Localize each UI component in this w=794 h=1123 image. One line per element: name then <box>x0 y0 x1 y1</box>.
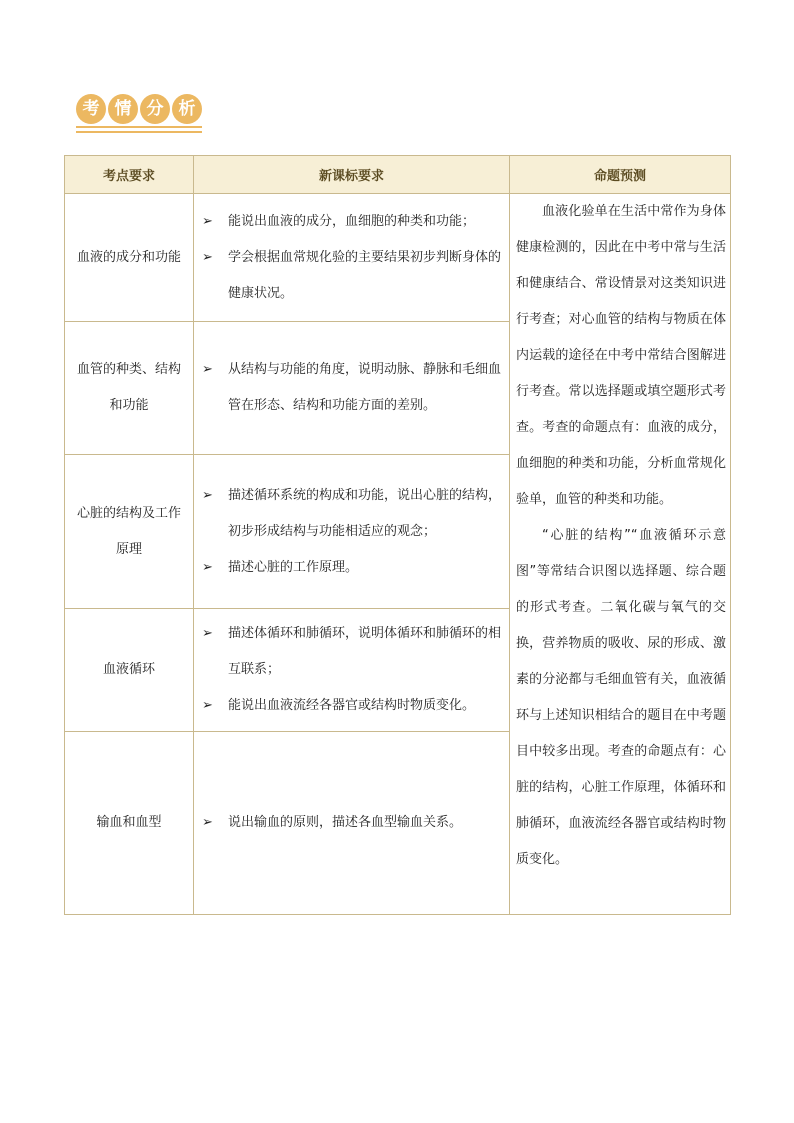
arrow-bullet-icon: ➢ <box>202 815 213 830</box>
heading-char: 析 <box>172 94 202 124</box>
heading-underline <box>76 126 202 128</box>
requirement-item: ➢ 学会根据血常规化验的主要结果初步判断身体的健康状况。 <box>202 240 503 312</box>
table-header-row <box>65 156 731 194</box>
exam-analysis-table <box>64 155 731 915</box>
arrow-bullet-icon: ➢ <box>202 249 213 265</box>
requirement-item: ➢ 能说出血液流经各器官或结构时物质变化。 <box>202 688 503 724</box>
prediction-paragraph: “心脏的结构”“血液循环示意图”等常结合识图以选择题、综合题的形式考查。二氧化碳与氧气的交换，营养物质的吸收、尿的形成、激素的分泌都与毛细血管有关，血液循环与上述知识相结合的题目在中考题目中较多出现。考查的命题点有：心脏的结构，心脏工作原理，体循环和肺循环，血液流经各器官或结构时物质变化。 <box>516 528 726 867</box>
requirement-item: ➢ 描述心脏的工作原理。 <box>202 550 503 586</box>
topic-cell: 血管的种类、结构和功能 <box>65 322 194 455</box>
table-row <box>65 194 731 322</box>
requirement-item: ➢ 能说出血液的成分，血细胞的种类和功能； <box>202 204 503 240</box>
arrow-bullet-icon: ➢ <box>202 487 213 503</box>
requirements-cell <box>194 455 510 609</box>
requirement-item: ➢ 描述体循环和肺循环，说明体循环和肺循环的相互联系； <box>202 616 503 688</box>
heading-char: 分 <box>140 94 170 124</box>
requirements-cell <box>194 194 510 322</box>
requirements-cell <box>194 322 510 455</box>
heading-char: 考 <box>76 94 106 124</box>
topic-cell: 输血和血型 <box>65 732 194 915</box>
heading-char: 情 <box>108 94 138 124</box>
header-requirements: 新课标要求 <box>194 156 510 194</box>
requirements-cell <box>194 609 510 732</box>
requirement-item: ➢ 描述循环系统的构成和功能，说出心脏的结构，初步形成结构与功能相适应的观念； <box>202 478 503 550</box>
topic-cell: 心脏的结构及工作原理 <box>65 455 194 609</box>
header-prediction: 命题预测 <box>510 156 731 194</box>
prediction-cell <box>510 194 731 915</box>
requirement-item: ➢ 说出输血的原则，描述各血型输血关系。 <box>202 805 503 841</box>
heading-underline <box>76 131 202 133</box>
arrow-bullet-icon: ➢ <box>202 559 213 575</box>
requirement-item: ➢ 从结构与功能的角度，说明动脉、静脉和毛细血管在形态、结构和功能方面的差别。 <box>202 352 503 424</box>
topic-cell: 血液的成分和功能 <box>65 194 194 322</box>
arrow-bullet-icon: ➢ <box>202 698 213 713</box>
arrow-bullet-icon: ➢ <box>202 213 213 229</box>
header-topic: 考点要求 <box>65 156 194 194</box>
requirements-cell <box>194 732 510 915</box>
topic-cell: 血液循环 <box>65 609 194 732</box>
prediction-paragraph: 血液化验单在生活中常作为身体健康检测的，因此在中考中常与生活和健康结合、常设情景对这类知识进行考查；对心血管的结构与物质在体内运载的途径在中考中常结合图解进行考查。常以选择题或填空题形式考查。考查的命题点有：血液的成分，血细胞的种类和功能，分析血常规化验单，血管的种类和功能。 <box>516 204 726 507</box>
section-heading-badge <box>74 94 204 136</box>
arrow-bullet-icon: ➢ <box>202 626 213 641</box>
arrow-bullet-icon: ➢ <box>202 362 213 377</box>
